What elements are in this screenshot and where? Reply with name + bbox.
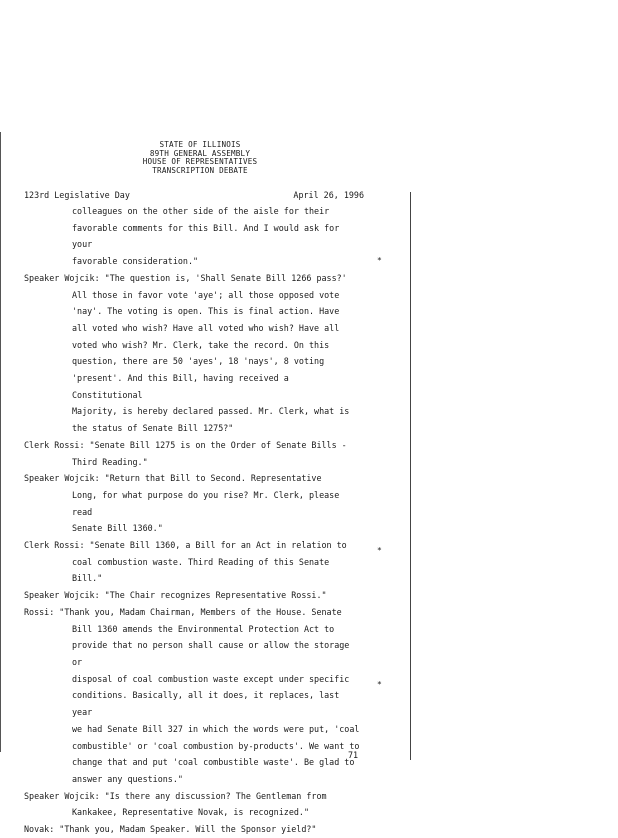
transcript-line: 'present'. And this Bill, having received a Constitutional bbox=[72, 373, 289, 400]
transcript-line: Rossi: "Thank you, Madam Chairman, Members of the House. Senate bbox=[24, 606, 342, 617]
header-assembly: 89TH GENERAL ASSEMBLY bbox=[149, 148, 251, 158]
transcript-line: colleagues on the other side of the aisle for their bbox=[72, 206, 330, 216]
right-margin-rule bbox=[410, 192, 411, 760]
transcript-line: Majority, is hereby declared passed. Mr. Clerk, what is bbox=[72, 406, 350, 417]
transcript-line: Speaker Wojcik: "The question is, 'Shall Senate Bill 1266 pass?' bbox=[24, 272, 347, 283]
transcript-line: all voted who wish? Have all voted who wish? Have all bbox=[72, 322, 340, 333]
transcript-line: favorable consideration." bbox=[72, 256, 199, 267]
transcript-line: Clerk Rossi: "Senate Bill 1275 is on the Order of Senate Bills - bbox=[24, 439, 347, 450]
transcript-line: Senate Bill 1360." bbox=[72, 523, 163, 534]
transcript-line: All those in favor vote 'aye'; all those opposed vote bbox=[72, 289, 340, 300]
transcript-line: 'nay'. The voting is open. This is final action. Have bbox=[72, 306, 340, 317]
header-state: STATE OF ILLINOIS bbox=[159, 140, 241, 149]
transcript-line: conditions. Basically, all it does, it replaces, last year bbox=[72, 690, 340, 718]
transcript-line: answer any questions." bbox=[72, 773, 183, 784]
transcript-line: Long, for what purpose do you rise? Mr. Clerk, please read bbox=[72, 489, 340, 517]
transcript-line: Third Reading." bbox=[72, 456, 148, 467]
session-date: April 26, 1996 bbox=[293, 190, 364, 200]
header-transcription: TRANSCRIPTION DEBATE bbox=[152, 165, 248, 175]
transcript-line: Novak: "Thank you, Madam Speaker. Will the Sponsor yield?" bbox=[24, 824, 317, 835]
transcript-line: change that and put 'coal combustible waste'. Be glad to bbox=[72, 757, 355, 768]
transcript-line: Speaker Wojcik: "Return that Bill to Second. Representative bbox=[24, 473, 322, 484]
transcript-line: question, there are 50 'ayes', 18 'nays', 8 voting bbox=[72, 356, 325, 367]
header-house: HOUSE OF REPRESENTATIVES bbox=[142, 157, 258, 166]
transcript-line: Speaker Wojcik: "The Chair recognizes Representative Rossi." bbox=[24, 590, 327, 601]
transcript-line: we had Senate Bill 327 in which the words were put, 'coal bbox=[72, 723, 360, 734]
transcript-line: favorable comments for this Bill. And I would ask for your bbox=[72, 222, 340, 250]
transcript-body bbox=[24, 203, 364, 838]
transcript-line: Bill 1360 amends the Environmental Protection Act to bbox=[72, 623, 335, 634]
transcript-line: Speaker Wojcik: "Is there any discussion? The Gentleman from bbox=[24, 790, 327, 801]
transcript-line: the status of Senate Bill 1275?" bbox=[72, 423, 234, 434]
transcript-line: Kankakee, Representative Novak, is recognized." bbox=[72, 807, 309, 818]
legislative-day: 123rd Legislative Day bbox=[24, 190, 130, 200]
margin-mark: * bbox=[377, 680, 382, 689]
transcript-line: disposal of coal combustion waste except under specific bbox=[72, 673, 350, 684]
transcript-line: coal combustion waste. Third Reading of this Senate Bill." bbox=[72, 556, 330, 584]
margin-mark: * bbox=[377, 256, 382, 265]
transcript-line: Clerk Rossi: "Senate Bill 1360, a Bill for an Act in relation to bbox=[24, 540, 347, 551]
document-header bbox=[130, 141, 270, 175]
transcript-line: provide that no person shall cause or allow the storage or bbox=[72, 640, 350, 667]
transcript-line: combustible' or 'coal combustion by-products'. We want to bbox=[72, 740, 360, 751]
transcript-line: voted who wish? Mr. Clerk, take the record. On this bbox=[72, 339, 330, 350]
page-number: 71 bbox=[348, 750, 359, 760]
left-margin-rule bbox=[0, 132, 1, 752]
margin-mark: * bbox=[377, 546, 382, 555]
